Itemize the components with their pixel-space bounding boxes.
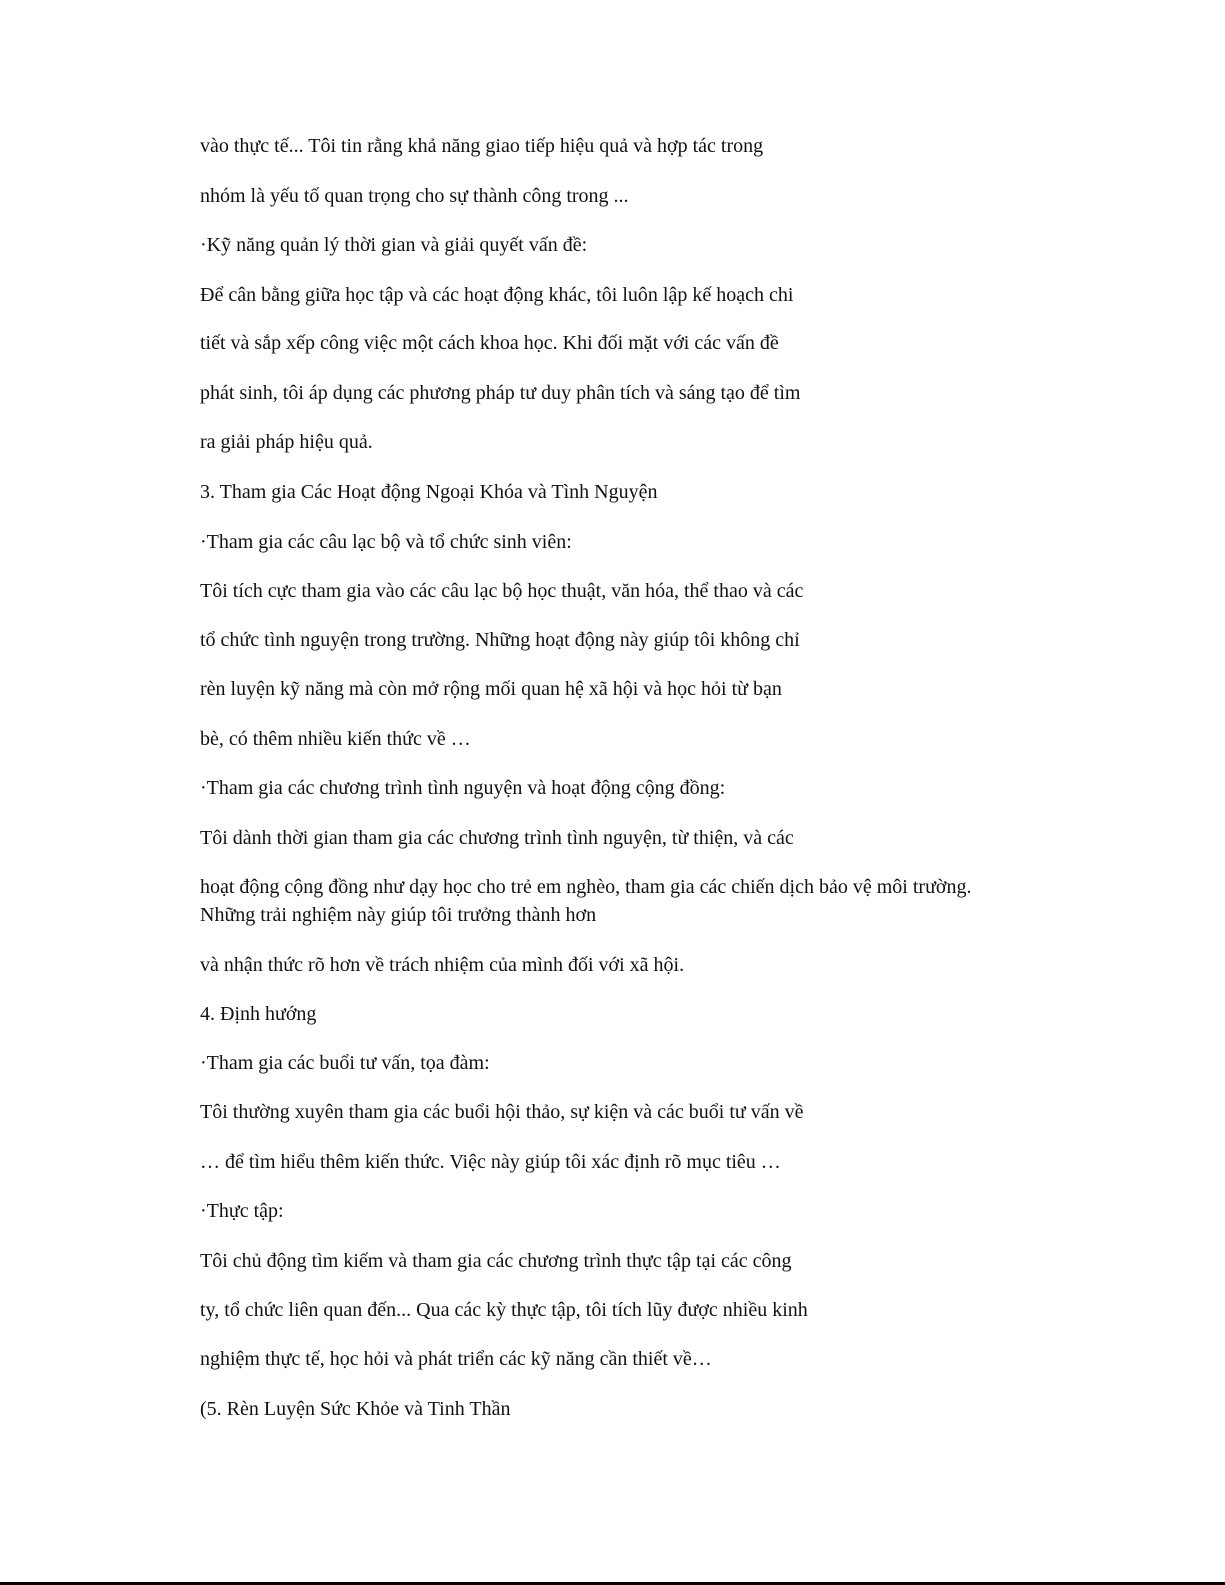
text-line: ty, tổ chức liên quan đến... Qua các kỳ thực tập, tôi tích lũy được nhiều kinh bbox=[200, 1299, 808, 1321]
text-line: Tôi chủ động tìm kiếm và tham gia các chương trình thực tập tại các công bbox=[200, 1250, 792, 1272]
bullet-heading: ·Thực tập: bbox=[200, 1200, 284, 1222]
text-line: tiết và sắp xếp công việc một cách khoa học. Khi đối mặt với các vấn đề bbox=[200, 332, 779, 354]
text-line: bè, có thêm nhiều kiến thức về … bbox=[200, 728, 471, 750]
bullet-heading: ·Kỹ năng quản lý thời gian và giải quyết vấn đề: bbox=[200, 234, 588, 256]
text-paragraph: hoạt động cộng đồng như dạy học cho trẻ em nghèo, tham gia các chiến dịch bảo vệ môi trường. Những trải nghiệm này giúp tôi trưởng thành hơn bbox=[200, 876, 972, 926]
bullet-heading: ·Tham gia các buổi tư vấn, tọa đàm: bbox=[200, 1052, 490, 1074]
text-line: nghiệm thực tế, học hỏi và phát triển các kỹ năng cần thiết về… bbox=[200, 1348, 712, 1370]
bullet-heading: ·Tham gia các câu lạc bộ và tổ chức sinh viên: bbox=[200, 531, 572, 553]
bullet-heading: ·Tham gia các chương trình tình nguyện và hoạt động cộng đồng: bbox=[200, 777, 726, 799]
text-line: và nhận thức rõ hơn về trách nhiệm của mình đối với xã hội. bbox=[200, 954, 685, 976]
text-line: Tôi thường xuyên tham gia các buổi hội thảo, sự kiện và các buổi tư vấn về bbox=[200, 1101, 804, 1123]
text-line: Tôi tích cực tham gia vào các câu lạc bộ học thuật, văn hóa, thể thao và các bbox=[200, 580, 804, 602]
text-line: ra giải pháp hiệu quả. bbox=[200, 431, 373, 453]
text-line: Tôi dành thời gian tham gia các chương trình tình nguyện, từ thiện, và các bbox=[200, 827, 794, 849]
text-line: nhóm là yếu tố quan trọng cho sự thành công trong ... bbox=[200, 185, 629, 207]
section-heading: 4. Định hướng bbox=[200, 1003, 317, 1025]
text-line: rèn luyện kỹ năng mà còn mở rộng mối quan hệ xã hội và học hỏi từ bạn bbox=[200, 678, 782, 700]
text-line: vào thực tế... Tôi tin rằng khả năng giao tiếp hiệu quả và hợp tác trong bbox=[200, 135, 764, 157]
text-line: … để tìm hiểu thêm kiến thức. Việc này giúp tôi xác định rõ mục tiêu … bbox=[200, 1151, 781, 1173]
text-line: Để cân bằng giữa học tập và các hoạt động khác, tôi luôn lập kế hoạch chi bbox=[200, 284, 794, 306]
section-heading: (5. Rèn Luyện Sức Khỏe và Tinh Thần bbox=[200, 1398, 511, 1420]
text-line: phát sinh, tôi áp dụng các phương pháp tư duy phân tích và sáng tạo để tìm bbox=[200, 382, 801, 404]
section-heading: 3. Tham gia Các Hoạt động Ngoại Khóa và Tình Nguyện bbox=[200, 481, 658, 503]
text-line: tổ chức tình nguyện trong trường. Những hoạt động này giúp tôi không chỉ bbox=[200, 629, 800, 651]
